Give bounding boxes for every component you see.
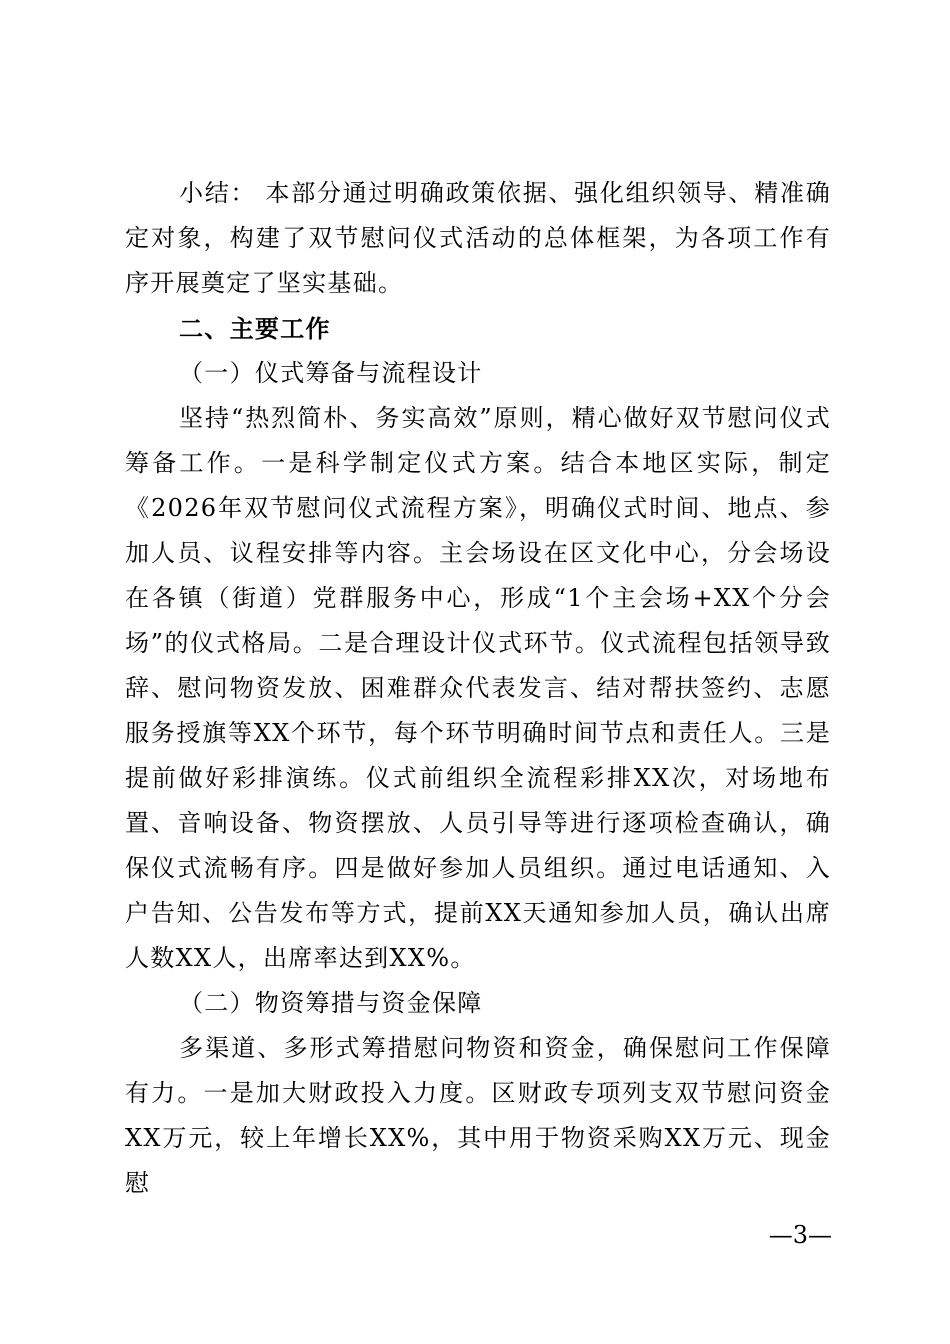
subsection-2-paragraph: 多渠道、多形式筹措慰问物资和资金，确保慰问工作保障有力。一是加大财政投入力度。区财政专项列支双节慰问资金XX万元，较上年增长XX%，其中用于物资采购XX万元、现金慰 xyxy=(125,1034,831,1197)
document-body xyxy=(125,171,831,1206)
section-title: 二、主要工作 xyxy=(179,314,331,343)
subsection-2-title: （二）物资筹措与资金保障 xyxy=(179,989,483,1017)
subsection-1-title: （一）仪式筹备与流程设计 xyxy=(179,359,483,387)
subsection-1-paragraph: 坚持“热烈简朴、务实高效”原则，精心做好双节慰问仪式筹备工作。一是科学制定仪式方案。结合本地区实际，制定《2026年双节慰问仪式流程方案》，明确仪式时间、地点、参加人员、议程安排等内容。主会场设在区文化中心，分会场设在各镇（街道）党群服务中心，形成“1个主会场+XX个分会场”的仪式格局。二是合理设计仪式环节。仪式流程包括领导致辞、慰问物资发放、困难群众代表发言、结对帮扶签约、志愿服务授旗等XX个环节，每个环节明确时间节点和责任人。三是提前做好彩排演练。仪式前组织全流程彩排XX次，对场地布置、音响设备、物资摆放、人员引导等进行逐项检查确认，确保仪式流畅有序。四是做好参加人员组织。通过电话通知、入户告知、公告发布等方式，提前XX天通知参加人员，确认出席人数XX人，出席率达到XX%。 xyxy=(125,404,831,972)
page-number: —3— xyxy=(768,1221,832,1249)
summary-paragraph: 小结： 本部分通过明确政策依据、强化组织领导、精准确定对象，构建了双节慰问仪式活动的总体框架，为各项工作有序开展奠定了坚实基础。 xyxy=(125,179,831,297)
